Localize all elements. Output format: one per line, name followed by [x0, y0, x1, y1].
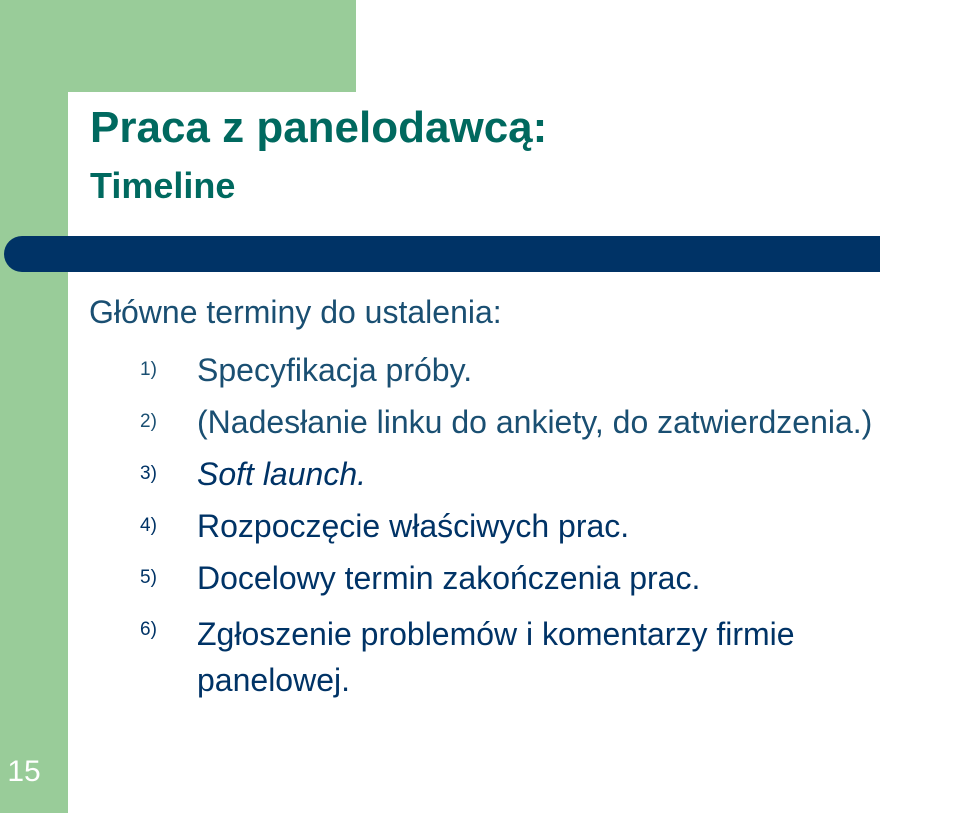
slide-title: Praca z panelodawcą:: [90, 103, 548, 152]
slide-number: 15: [7, 755, 41, 788]
list-item-number: 2): [140, 411, 157, 432]
list-item-text: Zgłoszenie problemów i komentarzy firmie panelowej.: [197, 616, 795, 698]
list-item-number: 1): [140, 359, 157, 380]
list-item-number: 4): [140, 515, 157, 536]
title-divider-bar: [4, 236, 880, 272]
sidebar-decoration: [0, 0, 68, 813]
list-item-text: Rozpoczęcie właściwych prac.: [197, 508, 630, 544]
list-item-text: Soft launch.: [197, 456, 366, 492]
list-item-number: 5): [140, 567, 157, 588]
intro-text: Główne terminy do ustalenia:: [89, 294, 502, 330]
header-decoration: [0, 0, 356, 92]
list-item-text: (Nadesłanie linku do ankiety, do zatwierdzenia.): [197, 404, 873, 440]
list-item-number: 6): [140, 619, 157, 640]
list-item-number: 3): [140, 463, 157, 484]
list-item-text: Docelowy termin zakończenia prac.: [197, 560, 701, 596]
list-item-text: Specyfikacja próby.: [197, 352, 473, 388]
slide-subtitle: Timeline: [90, 165, 236, 206]
